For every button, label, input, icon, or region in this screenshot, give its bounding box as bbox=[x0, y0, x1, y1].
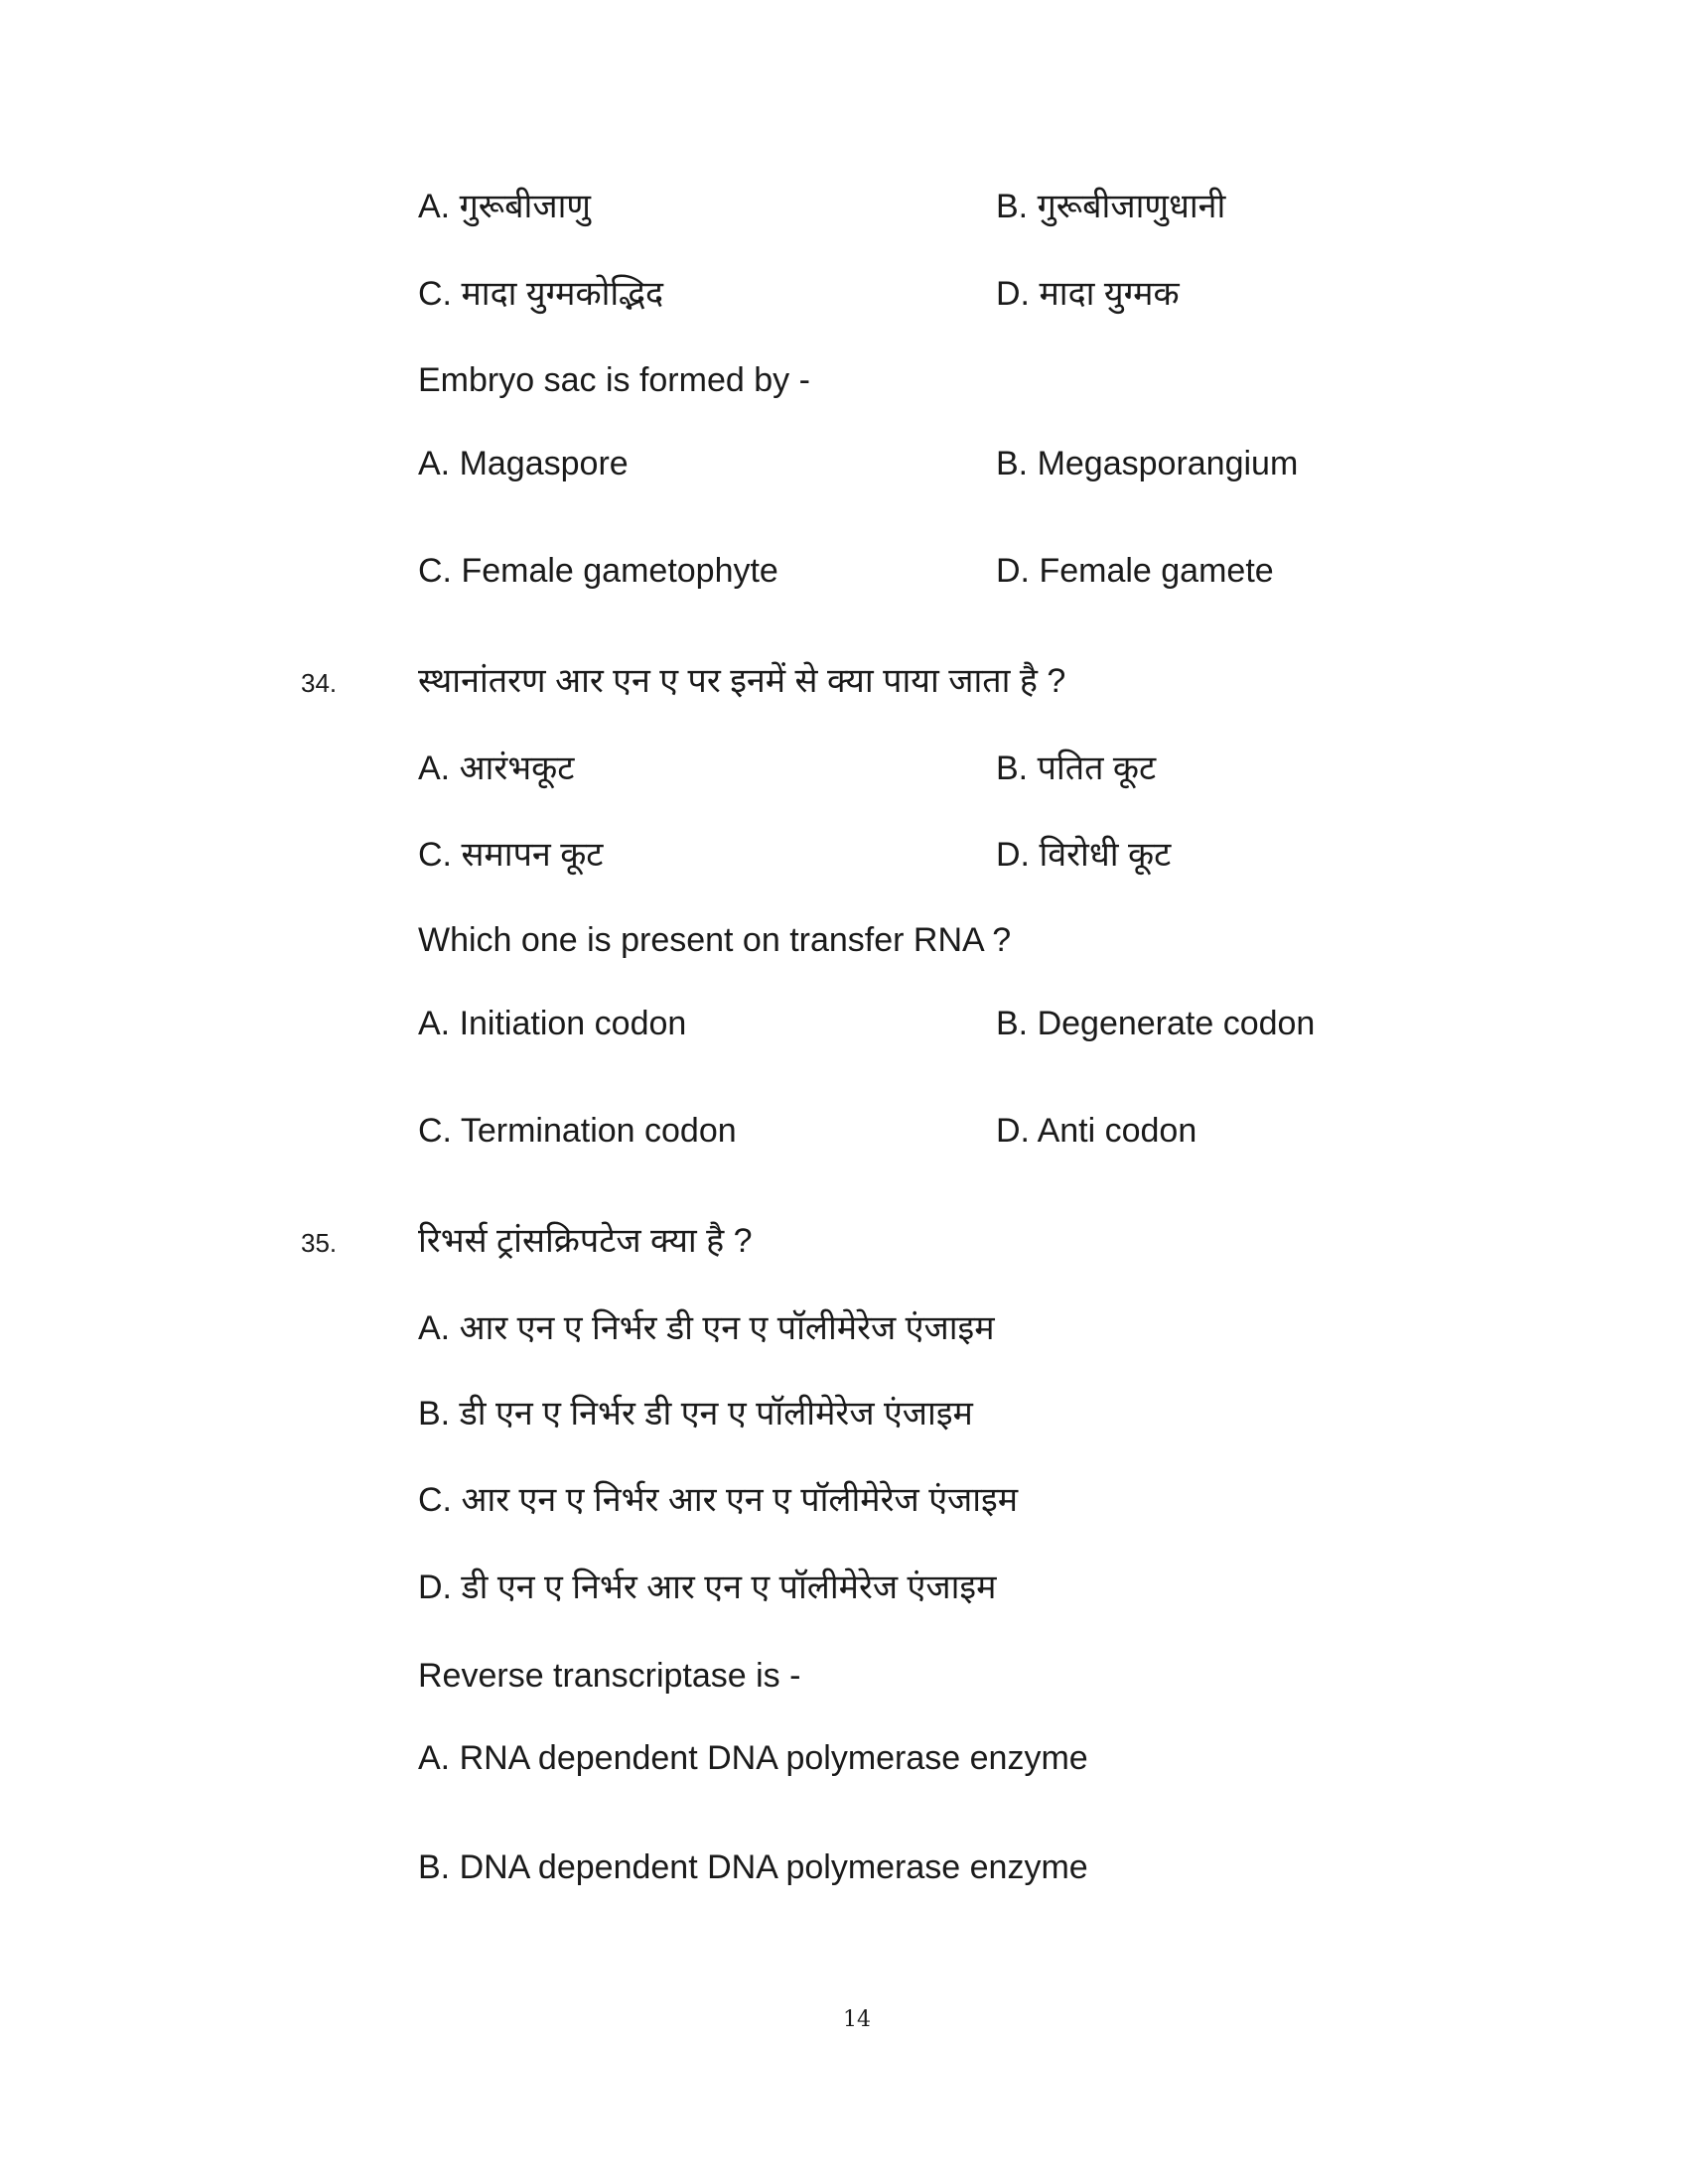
option-hindi-d: D. मादा युग्मक bbox=[996, 275, 1180, 313]
question-number: 35. bbox=[301, 1228, 338, 1258]
question-english: Which one is present on transfer RNA ? bbox=[418, 921, 1012, 959]
question-english: Embryo sac is formed by - bbox=[418, 361, 810, 399]
option-hindi-c: C. समापन कूट bbox=[418, 836, 604, 874]
option-english-a: A. Magaspore bbox=[418, 445, 629, 482]
question-hindi: रिभर्स ट्रांसक्रिपटेज क्या है ? bbox=[418, 1222, 753, 1260]
option-hindi-d: D. विरोधी कूट bbox=[996, 836, 1172, 874]
option-english-d: D. Anti codon bbox=[996, 1112, 1197, 1150]
question-hindi: स्थानांतरण आर एन ए पर इनमें से क्या पाया जाता है ? bbox=[418, 662, 1066, 700]
option-english-d: D. Female gamete bbox=[996, 552, 1274, 590]
option-english-b: B. Megasporangium bbox=[996, 445, 1299, 482]
page-number: 14 bbox=[843, 2007, 871, 2032]
question-english: Reverse transcriptase is - bbox=[418, 1657, 801, 1695]
option-hindi-b: B. डी एन ए निर्भर डी एन ए पॉलीमेरेज एंजाइम bbox=[418, 1395, 973, 1433]
option-english-c: C. Female gametophyte bbox=[418, 552, 778, 590]
option-english-a: A. Initiation codon bbox=[418, 1005, 687, 1042]
option-english-b: B. DNA dependent DNA polymerase enzyme bbox=[418, 1848, 1088, 1886]
option-english-a: A. RNA dependent DNA polymerase enzyme bbox=[418, 1739, 1088, 1777]
option-hindi-b: B. गुरूबीजाणुधानी bbox=[996, 188, 1226, 225]
option-hindi-c: C. मादा युग्मकोद्भिद bbox=[418, 275, 664, 313]
option-hindi-c: C. आर एन ए निर्भर आर एन ए पॉलीमेरेज एंजाइम bbox=[418, 1481, 1019, 1519]
option-hindi-d: D. डी एन ए निर्भर आर एन ए पॉलीमेरेज एंजाइम bbox=[418, 1569, 997, 1606]
option-hindi-a: A. आरंभकूट bbox=[418, 750, 575, 787]
option-english-b: B. Degenerate codon bbox=[996, 1005, 1316, 1042]
option-hindi-a: A. गुरूबीजाणु bbox=[418, 188, 591, 225]
question-number: 34. bbox=[301, 668, 338, 698]
option-english-c: C. Termination codon bbox=[418, 1112, 737, 1150]
option-hindi-a: A. आर एन ए निर्भर डी एन ए पॉलीमेरेज एंजाइम bbox=[418, 1309, 995, 1347]
option-hindi-b: B. पतित कूट bbox=[996, 750, 1157, 787]
